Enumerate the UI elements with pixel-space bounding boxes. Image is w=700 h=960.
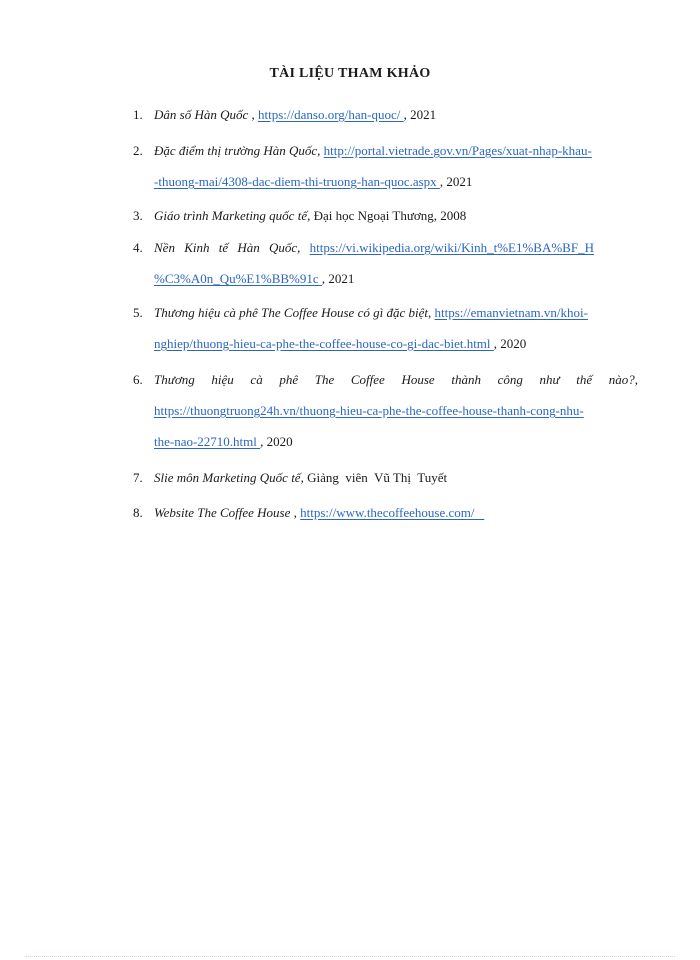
reference-year: , 2020 — [493, 336, 527, 351]
reference-title: Thương hiệu cà phê The Coffee House có gì đặc biệt — [154, 305, 428, 320]
reference-link-continued[interactable]: nghiep/thuong-hieu-ca-phe-the-coffee-house-co-gi-dac-biet.html — [154, 336, 494, 351]
reference-item-2 — [133, 135, 638, 197]
reference-title: Dân số Hàn Quốc — [154, 107, 249, 122]
separator: , — [427, 305, 435, 320]
reference-link[interactable]: http://portal.vietrade.gov.vn/Pages/xuat-nhap-khau- — [323, 143, 592, 158]
reference-number: 6. — [133, 372, 143, 387]
reference-link-continued[interactable]: -thuong-mai/4308-dac-diem-thi-truong-han-quoc.aspx — [154, 174, 440, 189]
reference-item-6 — [133, 364, 638, 457]
reference-number: 2. — [133, 143, 143, 158]
reference-year: , 2021 — [321, 271, 355, 286]
reference-title: Slie môn Marketing Quốc tế, — [154, 470, 304, 485]
separator: , — [290, 505, 301, 520]
reference-number: 1. — [133, 107, 143, 122]
reference-item-3 — [133, 200, 638, 231]
reference-year: , 2021 — [403, 107, 437, 122]
reference-number: 3. — [133, 208, 143, 223]
reference-title: Thương hiệu cà phê The Coffee House thành công như thế nào?, — [154, 372, 638, 387]
separator: , — [248, 107, 258, 122]
reference-title: Giáo trình Marketing quốc tế — [154, 208, 308, 223]
reference-item-5 — [133, 297, 638, 359]
reference-link[interactable]: https://danso.org/han-quoc/ — [258, 107, 404, 122]
reference-year: , 2021 — [439, 174, 473, 189]
reference-link-continued[interactable]: the-nao-22710.html — [154, 434, 261, 449]
reference-number: 5. — [133, 305, 143, 320]
reference-item-4 — [133, 232, 638, 294]
reference-link-continued[interactable]: %C3%A0n_Qu%E1%BB%91c — [154, 271, 322, 286]
reference-number: 8. — [133, 505, 143, 520]
reference-link[interactable]: https://thuongtruong24h.vn/thuong-hieu-ca-phe-the-coffee-house-thanh-cong-nhu- — [154, 403, 584, 418]
reference-link[interactable]: https://www.thecoffeehouse.com/ — [300, 505, 485, 520]
reference-link[interactable]: https://vi.wikipedia.org/wiki/Kinh_t%E1%BA%BF_H — [309, 240, 594, 255]
page-break-divider — [25, 956, 675, 957]
reference-number: 4. — [133, 240, 143, 255]
separator — [300, 240, 309, 255]
reference-number: 7. — [133, 470, 143, 485]
reference-source: , Đại học Ngoại Thương, 2008 — [307, 208, 467, 223]
reference-item-7 — [133, 462, 638, 493]
reference-link[interactable]: https://emanvietnam.vn/khoi- — [434, 305, 588, 320]
reference-item-8 — [133, 497, 638, 528]
reference-title: Đặc điểm thị trường Hàn Quốc, — [154, 143, 321, 158]
reference-item-1 — [133, 99, 638, 130]
reference-title: Nền Kinh tế Hàn Quốc, — [154, 240, 301, 255]
page-title: TÀI LIỆU THAM KHẢO — [269, 66, 431, 81]
reference-title: Website The Coffee House — [154, 505, 291, 520]
reference-source: Giảng viên Vũ Thị Tuyết — [303, 470, 448, 485]
reference-year: , 2020 — [260, 434, 293, 449]
